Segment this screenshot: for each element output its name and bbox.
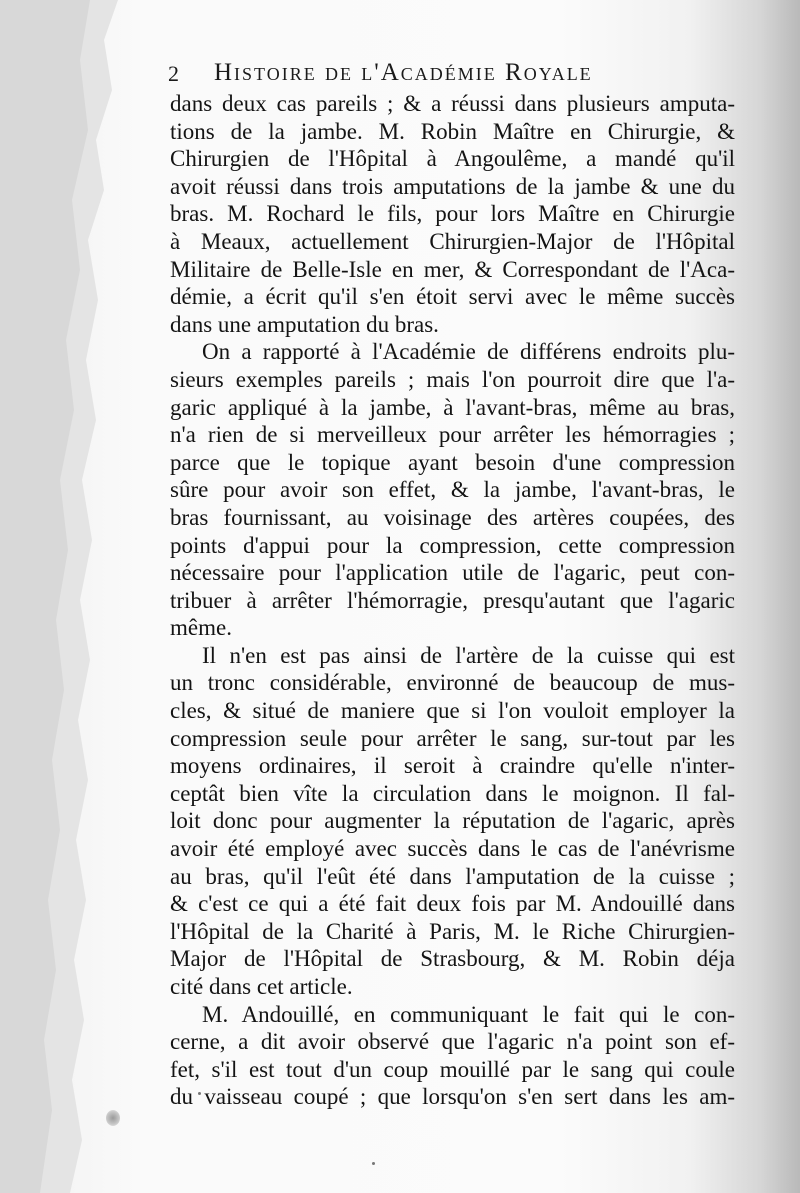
text-line: sûre pour avoir son effet, & la jambe, l'avant-bras, le — [170, 477, 735, 503]
text-line: avoit réussi dans trois amputations de la jambe & une du — [170, 173, 735, 199]
text-line: du vaisseau coupé ; que lorsqu'on s'en sert dans les am- — [170, 1084, 735, 1110]
page-number: 2 — [168, 61, 179, 86]
text-line: garic appliqué à la jambe, à l'avant-bras, même au bras, — [170, 394, 735, 420]
text-line: bras fournissant, au voisinage des artères coupées, des — [170, 504, 735, 530]
paragraph-start-line: On a rapporté à l'Académie de différens endroits plu- — [202, 339, 735, 365]
text-line: cles, & situé de maniere que si l'on vouloit employer la — [170, 698, 735, 724]
text-line: nécessaire pour l'application utile de l'agaric, peut con- — [170, 560, 735, 586]
text-line: ceptât bien vîte la circulation dans le moignon. Il fal- — [170, 780, 735, 806]
text-line: Militaire de Belle-Isle en mer, & Correspondant de l'Aca- — [170, 256, 735, 282]
text-line: loit donc pour augmenter la réputation de l'agaric, après — [170, 808, 735, 834]
text-line: démie, a écrit qu'il s'en étoit servi avec le même succès — [170, 284, 735, 310]
text-line: au bras, qu'il l'eût été dans l'amputation de la cuisse ; — [170, 863, 735, 889]
running-head: Histoire de l'Académie Royale — [214, 59, 593, 86]
text-line: l'Hôpital de la Charité à Paris, M. le Riche Chirurgien- — [170, 918, 735, 944]
body-text — [170, 90, 735, 1111]
text-line: cité dans cet article. — [170, 974, 353, 999]
text-line: dans une amputation du bras. — [170, 311, 439, 337]
text-line: compression seule pour arrêter le sang, sur-tout par les — [170, 725, 735, 751]
text-line: & c'est ce qui a été fait deux fois par M. Andouillé dans — [170, 891, 735, 917]
text-line: points d'appui pour la compression, cette compression — [170, 532, 735, 558]
text-line: Chirurgien de l'Hôpital à Angoulême, a mandé qu'il — [170, 146, 735, 172]
text-line: bras. M. Rochard le fils, pour lors Maître en Chirurgie — [170, 201, 735, 227]
text-line: cerne, a dit avoir observé que l'agaric n'a point son ef- — [170, 1029, 735, 1055]
text-line: tions de la jambe. M. Robin Maître en Chirurgie, & — [170, 118, 735, 144]
text-line: tribuer à arrêter l'hémorragie, presqu'autant que l'agaric — [170, 587, 735, 613]
text-line: même. — [170, 615, 232, 641]
text-line: n'a rien de si merveilleux pour arrêter les hémorragies ; — [170, 422, 735, 448]
text-line: fet, s'il est tout d'un coup mouillé par le sang qui coule — [170, 1056, 735, 1082]
text-line: sieurs exemples pareils ; mais l'on pourroit dire que l'a- — [170, 366, 735, 392]
text-line: moyens ordinaires, il seroit à craindre qu'elle n'inter- — [170, 753, 735, 779]
text-line: dans deux cas pareils ; & a réussi dans plusieurs amputa- — [170, 91, 735, 116]
paragraph-start-line: M. Andouillé, en communiquant le fait qui le con- — [202, 1001, 735, 1027]
paper-stain — [106, 1110, 120, 1126]
text-line: à Meaux, actuellement Chirurgien-Major de l'Hôpital — [170, 228, 735, 254]
text-line: Major de l'Hôpital de Strasbourg, & M. Robin déja — [170, 946, 735, 972]
text-line: un tronc considérable, environné de beaucoup de mus- — [170, 670, 735, 696]
text-line: parce que le topique ayant besoin d'une compression — [170, 449, 735, 475]
page-header — [168, 57, 728, 87]
text-line: avoir été employé avec succès dans le cas de l'anévrisme — [170, 836, 735, 862]
paper-speck — [372, 1162, 375, 1165]
paragraph-start-line: Il n'en est pas ainsi de l'artère de la cuisse qui est — [202, 642, 735, 668]
